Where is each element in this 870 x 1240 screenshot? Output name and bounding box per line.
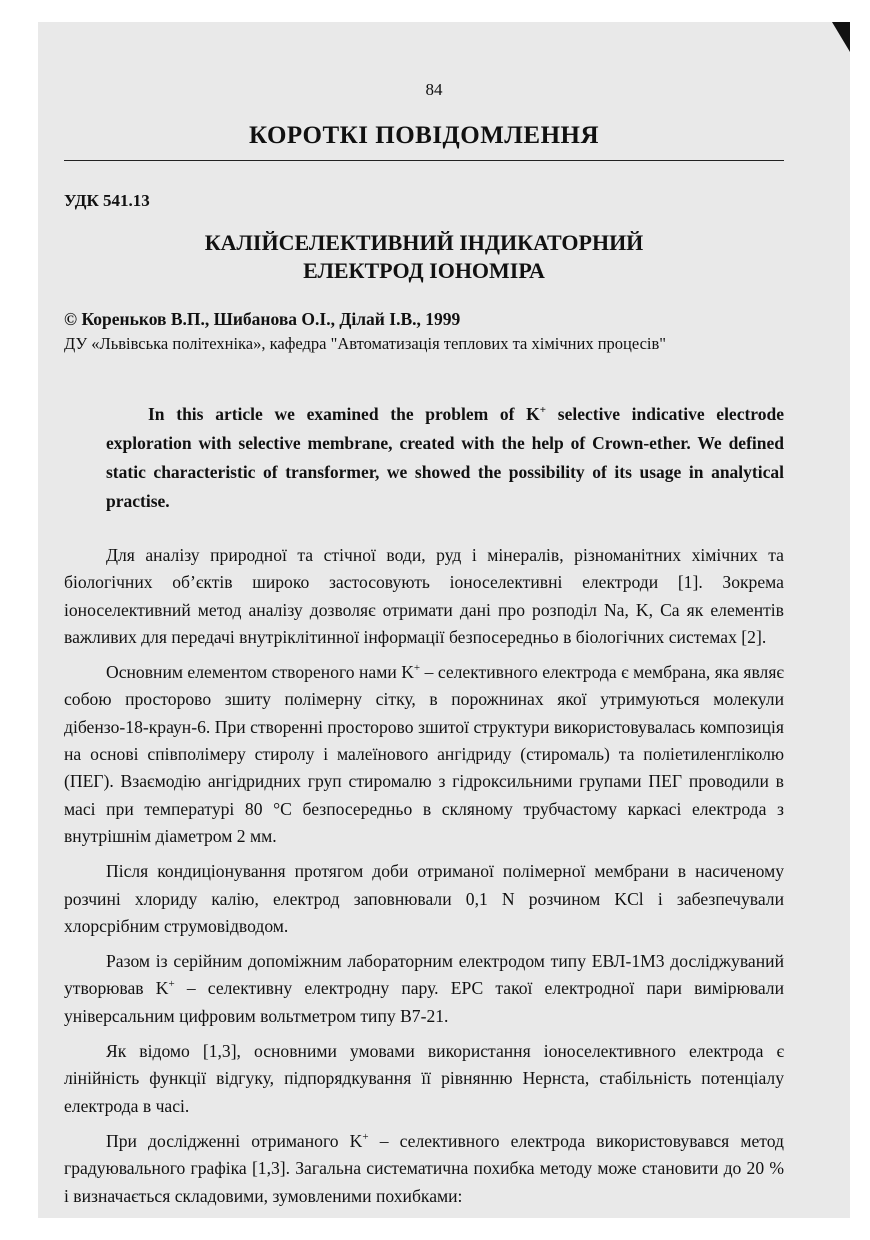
- paragraph-2-text-a: Основним елементом створеного нами K: [106, 662, 414, 683]
- abstract: [106, 400, 784, 516]
- page-number: 84: [425, 80, 443, 99]
- paragraph-1: Для аналізу природної та стічної води, руд і мінералів, різноманітних хімічних та біологічних об’єктів широко застосовують іоноселективні електроди [1]. Зокрема іоноселективний метод аналізу дозволяє отримати дані про розподіл Na, K, Ca як елементів важливих для передачі внутріклітинної інформації безпосередньо в біологічних системах [2].: [64, 545, 784, 647]
- affiliation: ДУ «Львівська політехніка», кафедра "Автоматизація теплових та хімічних процесів": [64, 334, 667, 353]
- abstract-text-a: In this article we examined the problem of K: [148, 404, 540, 424]
- paragraph-5: Як відомо [1,3], основними умовами використання іоноселективного електрода є лінійність функції відгуку, підпорядкування її рівнянню Нернста, стабільність потенціалу електрода в часі.: [64, 1041, 784, 1116]
- paragraph-2: [64, 659, 784, 850]
- abstract-text-b: selective indicative electrode exploration with selective membrane, created with the help of Crown-ether. We defined static characteristic of transformer, we showed the possibility of its usage in analytical practise.: [106, 404, 784, 511]
- paragraph-4-text-b: – селективну електродну пару. ЕРС такої електродної пари вимірювали універсальним цифровим вольтметром типу В7-21.: [64, 978, 784, 1026]
- paragraph-3: Після кондиціонування протягом доби отриманої полімерної мембрани в насиченому розчині хлориду калію, електрод заповнювали 0,1 N розчином KCl і забезпечували хлорсрібним струмовідводом.: [64, 861, 784, 936]
- title-line-1: КАЛІЙСЕЛЕКТИВНИЙ ІНДИКАТОРНИЙ: [204, 230, 644, 255]
- document-page: [64, 80, 784, 1218]
- section-header: КОРОТКІ ПОВІДОМЛЕННЯ: [64, 122, 784, 161]
- paragraph-2-text-b: – селективного електрода є мембрана, яка являє собою просторово зшиту полімерну сітку, в порожнинах якої утримуються молекули дібензо-18-краун-6. При створенні просторово зшитої структури використовувалась композиція на основі співполімеру стиролу і малеїнового ангідриду (стиромаль) та поліетиленгліколю (ПЕГ). Взаємодію ангідридних груп стиромалю з гідроксильними групами ПЕГ проводили в масі при температурі 80 °С безпосередньо в скляному трубчастому каркасі електрода з внутрішнім діаметром 2 мм.: [64, 662, 784, 846]
- article-title: [64, 229, 784, 285]
- title-line-2: ЕЛЕКТРОД ІОНОМІРА: [303, 258, 545, 283]
- udk-code: УДК 541.13: [64, 191, 150, 210]
- authors: © Кореньков В.П., Шибанова О.І., Ділай І.В., 1999: [64, 309, 461, 329]
- paragraph-6-text-b: – селективного електрода використовувався метод градуювального графіка [1,3]. Загальна систематична похибка методу може становити до 20 % і визначається складовими, зумовленими похибками:: [64, 1130, 784, 1206]
- paragraph-2-sup: +: [413, 662, 421, 675]
- paragraph-6-text-a: При дослідженні отриманого K: [106, 1130, 363, 1151]
- body-text: [64, 542, 784, 1210]
- paragraph-4-sup: +: [168, 978, 175, 991]
- paragraph-6: [64, 1128, 784, 1210]
- abstract-sup: +: [539, 404, 547, 417]
- paragraph-6-sup: +: [362, 1131, 369, 1144]
- paragraph-4: [64, 948, 784, 1030]
- paragraph-4-text-a: Разом із серійним допоміжним лабораторним електродом типу ЕВЛ-1М3 досліджуваний утворював K: [64, 951, 784, 999]
